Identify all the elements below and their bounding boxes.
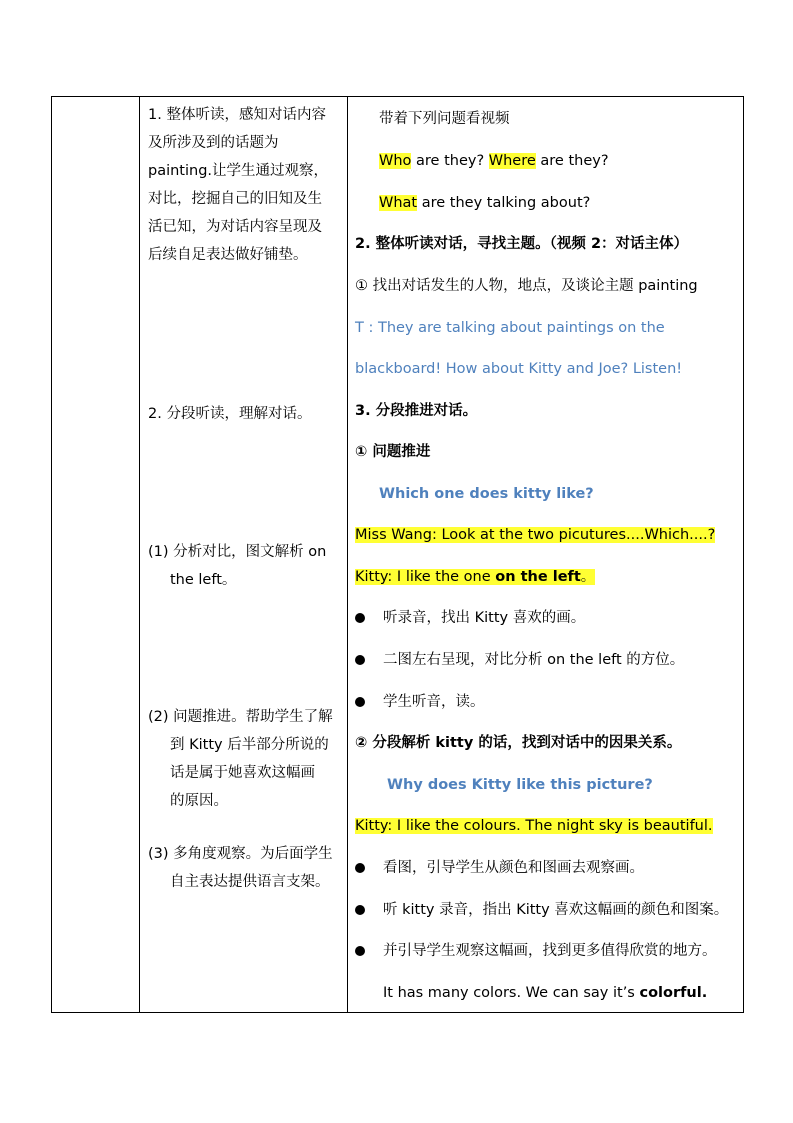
bullet-item: 二图左右呈现，对比分析 on the left 的方位。: [355, 646, 735, 674]
question-who-where: Who are they? Where are they?: [379, 153, 609, 169]
purpose-paragraph-1: 1. 整体听读，感知对话内容 及所涉及到的话题为 painting.让学生通过观察， 对比，挖掘自己的旧知及生 活已知，为对话内容呈现及 后续自足表达做好铺垫。: [148, 107, 329, 263]
bullet-icon: [355, 655, 365, 665]
bullet-item: 听录音，找出 Kitty 喜欢的画。: [355, 604, 735, 632]
bullet-icon: [355, 613, 365, 623]
step-analyze: ② 分段解析 kitty 的话，找到对话中的因果关系。: [355, 735, 682, 751]
purpose-paragraph-2: 2. 分段听读，理解对话。: [148, 406, 312, 422]
bullet-icon: [355, 863, 365, 873]
bullet-icon: [355, 946, 365, 956]
process-content: [348, 97, 743, 1012]
colorful-sentence: It has many colors. We can say it’s colorful.: [383, 985, 708, 1001]
purpose-paragraph-3: (1) 分析对比，图文解析 on the left。: [148, 544, 327, 588]
question-why-kitty: Why does Kitty like this picture?: [387, 777, 653, 793]
table-row: [52, 97, 744, 1013]
teacher-line-1: T : They are talking about paintings on the: [355, 320, 665, 336]
purpose-paragraph-4: (2) 问题推进。帮助学生了解 到 Kitty 后半部分所说的 话是属于她喜欢这幅画 的原因。: [148, 709, 333, 809]
kitty-line-2: Kitty: I like the colours. The night sky is beautiful.: [355, 818, 713, 834]
intro-text: 带着下列问题看视频: [379, 111, 510, 127]
bullet-item: 并引导学生观察这幅画，找到更多值得欣赏的地方。: [355, 937, 735, 965]
lesson-table: [51, 96, 744, 1013]
miss-wang-line: Miss Wang: Look at the two picutures....Which....?: [355, 527, 716, 543]
purpose-column-cell: [140, 97, 348, 1013]
section-heading-2: 2. 整体听读对话，寻找主题。（视频 2：对话主体）: [355, 236, 689, 252]
process-column-cell: [348, 97, 744, 1013]
section-heading-3: 3. 分段推进对话。: [355, 403, 478, 419]
question-what: What are they talking about?: [379, 195, 591, 211]
question-which-kitty: Which one does kitty like?: [379, 486, 594, 502]
step-question: ① 问题推进: [355, 444, 431, 460]
bullet-item: 学生听音，读。: [355, 688, 735, 716]
empty-column-cell: [52, 97, 140, 1013]
kitty-line-1: Kitty: I like the one on the left。: [355, 569, 596, 585]
purpose-paragraph-5: (3) 多角度观察。为后面学生 自主表达提供语言支架。: [148, 846, 333, 890]
bullet-icon: [355, 905, 365, 915]
teacher-line-2: blackboard! How about Kitty and Joe? Listen!: [355, 361, 683, 377]
bullet-icon: [355, 697, 365, 707]
step-find-topic: ① 找出对话发生的人物，地点，及谈论主题 painting: [355, 278, 698, 294]
bullet-item: 听 kitty 录音，指出 Kitty 喜欢这幅画的颜色和图案。: [355, 896, 735, 924]
bullet-item: 看图，引导学生从颜色和图画去观察画。: [355, 854, 735, 882]
